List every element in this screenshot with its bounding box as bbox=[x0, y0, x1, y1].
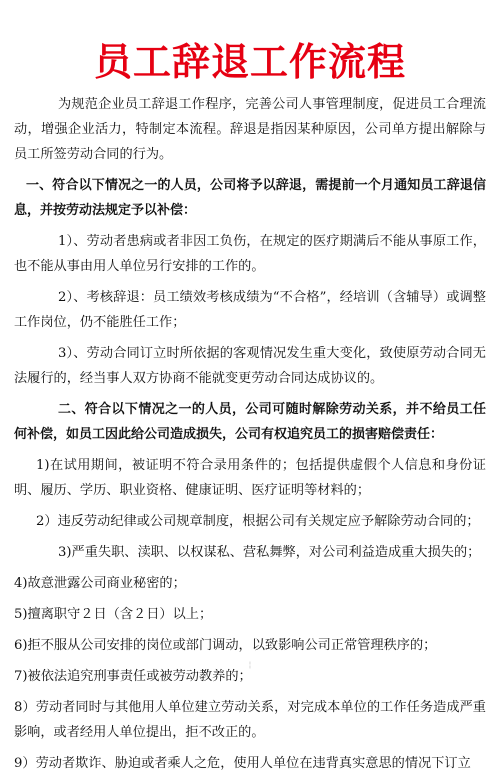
clause-2-5: 5)擅离职守２日（含２日）以上； bbox=[14, 607, 213, 622]
clause-2-9: 9）劳动者欺诈、胁迫或者乘人之危，使用人单位在违背真实意思的情况下订立 bbox=[14, 756, 471, 771]
document-title: 员工辞退工作流程 bbox=[93, 40, 406, 84]
clause-2-7: 7)被依法追究刑事责任或被劳动教养的； bbox=[14, 669, 252, 684]
clause-1-2: 2）、考核辞退：员工绩效考核成绩为“不合格”，经培训（含辅导）或调整工作岗位，仍不能胜任工作； bbox=[14, 290, 486, 330]
clause-1-1: 1）、劳动者患病或者非因工负伤，在规定的医疗期满后不能从事原工作，也不能从事由用人单位另行安排的工作的。 bbox=[14, 234, 486, 274]
page-marker: ¦ bbox=[248, 660, 252, 669]
clause-2-8: 8）劳动者同时与其他用人单位建立劳动关系，对完成本单位的工作任务造成严重影响，或者经用人单位提出，拒不改正的。 bbox=[14, 700, 486, 740]
clause-1-3: 3）、劳动合同订立时所依据的客观情况发生重大变化，致使原劳动合同无法履行的，经当事人双方协商不能就变更劳动合同达成协议的。 bbox=[14, 346, 486, 386]
section-heading-1: 一、符合以下情况之一的人员，公司将予以辞退，需提前一个月通知员工辞退信息，并按劳动法规定予以补偿： bbox=[14, 178, 486, 218]
document-body bbox=[14, 92, 486, 782]
section-heading-2: 二、符合以下情况之一的人员，公司可随时解除劳动关系，并不给员工任何补偿，如员工因此给公司造成损失，公司有权追究员工的损害赔偿责任： bbox=[14, 402, 486, 442]
clause-2-4: 4)故意泄露公司商业秘密的； bbox=[14, 576, 186, 591]
clause-2-3: 3)严重失职、渎职、以权谋私、营私舞弊，对公司利益造成重大损失的； bbox=[58, 545, 481, 560]
clause-2-2: 2）违反劳动纪律或公司规章制度，根据公司有关规定应予解除劳动合同的； bbox=[36, 514, 480, 529]
clause-2-6: 6)拒不服从公司安排的岗位或部门调动，以致影响公司正常管理秩序的； bbox=[14, 638, 437, 653]
intro-paragraph: 为规范企业员工辞退工作程序，完善公司人事管理制度，促进员工合理流动，增强企业活力，特制定本流程。辞退是指因某种原因，公司单方提出解除与员工所签劳动合同的行为。 bbox=[14, 97, 486, 162]
clause-2-1: 1)在试用期间，被证明不符合录用条件的；包括提供虚假个人信息和身份证明、履历、学历、职业资格、健康证明、医疗证明等材料的； bbox=[14, 458, 486, 498]
